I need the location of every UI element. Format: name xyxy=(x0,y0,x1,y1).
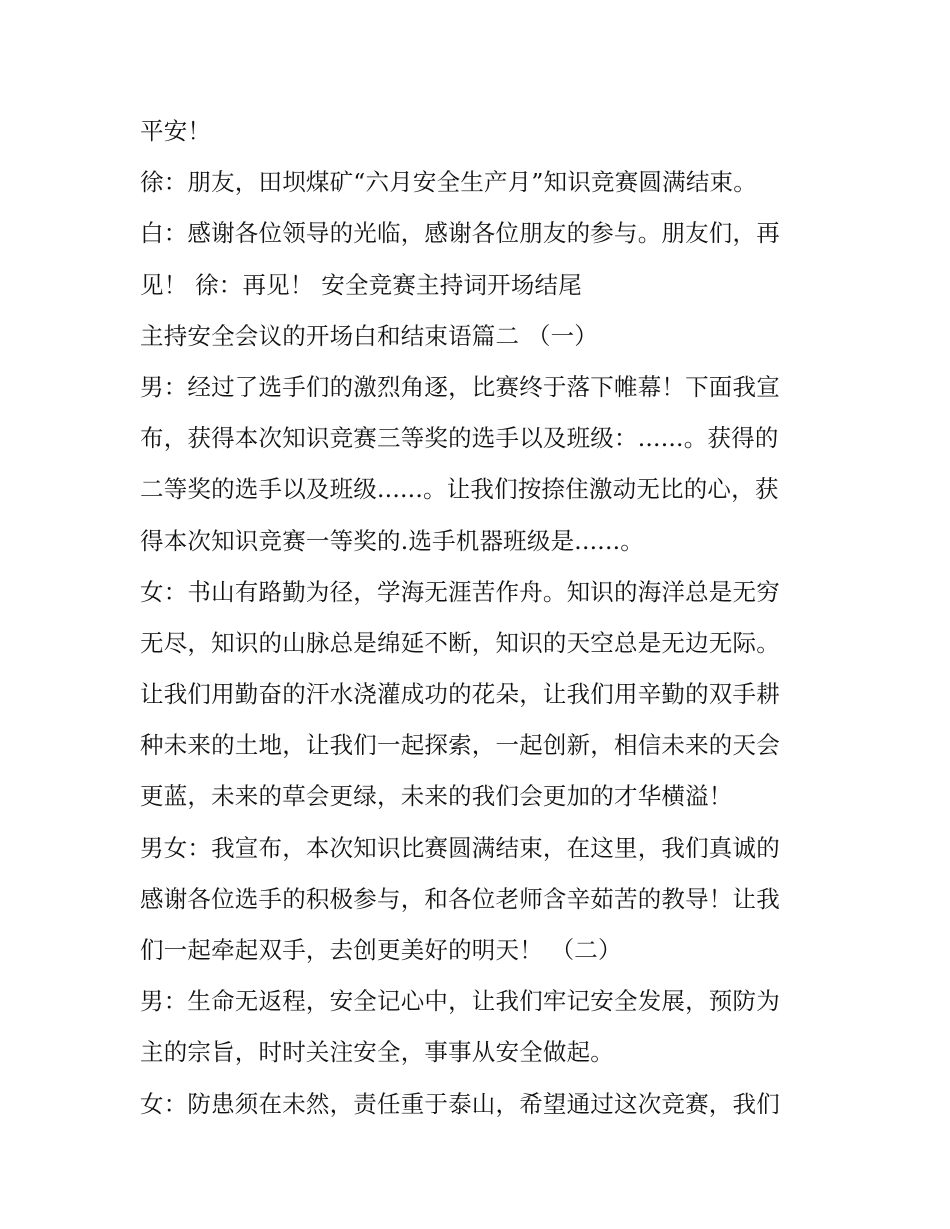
text-line: 更蓝，未来的草会更绿，未来的我们会更加的才华横溢！ xyxy=(140,782,733,811)
text-line: 女：书山有路勤为径，学海无涯苦作舟。知识的海洋总是无穷 xyxy=(140,577,780,606)
text-line: 种未来的土地，让我们一起探索，一起创新，相信未来的天会 xyxy=(140,731,780,760)
text-line: 们一起牵起双手，去创更美好的明天！ （二） xyxy=(140,936,622,964)
text-line: 无尽，知识的山脉总是绵延不断，知识的天空总是无边无际。 xyxy=(140,628,780,657)
text-line: 二等奖的选手以及班级......。让我们按捺住激动无比的心，获 xyxy=(140,475,779,504)
text-line: 徐：朋友，田坝煤矿“六月安全生产月”知识竞赛圆满结束。 xyxy=(140,168,757,197)
text-line: 女：防患须在未然，责任重于泰山，希望通过这次竞赛，我们 xyxy=(140,1089,780,1118)
text-line: 男：生命无返程，安全记心中，让我们牢记安全发展，预防为 xyxy=(140,987,780,1016)
document-body xyxy=(140,106,830,1130)
text-line: 平安！ xyxy=(140,117,212,145)
text-line: 感谢各位选手的积极参与，和各位老师含辛茹苦的教导！让我 xyxy=(140,884,780,913)
text-line: 白：感谢各位领导的光临，感谢各位朋友的参与。朋友们，再 xyxy=(140,219,780,248)
text-line: 男女：我宣布，本次知识比赛圆满结束，在这里，我们真诚的 xyxy=(140,833,780,862)
text-line: 主的宗旨，时时关注安全，事事从安全做起。 xyxy=(140,1038,614,1067)
section-heading: 主持安全会议的开场白和结束语篇二 （一） xyxy=(140,321,598,350)
text-line: 得本次知识竞赛一等奖的.选手机器班级是......。 xyxy=(140,526,644,555)
text-line: 布，获得本次知识竞赛三等奖的选手以及班级：......。获得的 xyxy=(140,424,779,453)
text-line: 让我们用勤奋的汗水浇灌成功的花朵，让我们用辛勤的双手耕 xyxy=(140,680,780,709)
text-line: 见！ 徐：再见！ 安全竞赛主持词开场结尾 xyxy=(140,270,582,299)
text-line: 男：经过了选手们的激烈角逐，比赛终于落下帷幕！下面我宣 xyxy=(140,372,780,401)
